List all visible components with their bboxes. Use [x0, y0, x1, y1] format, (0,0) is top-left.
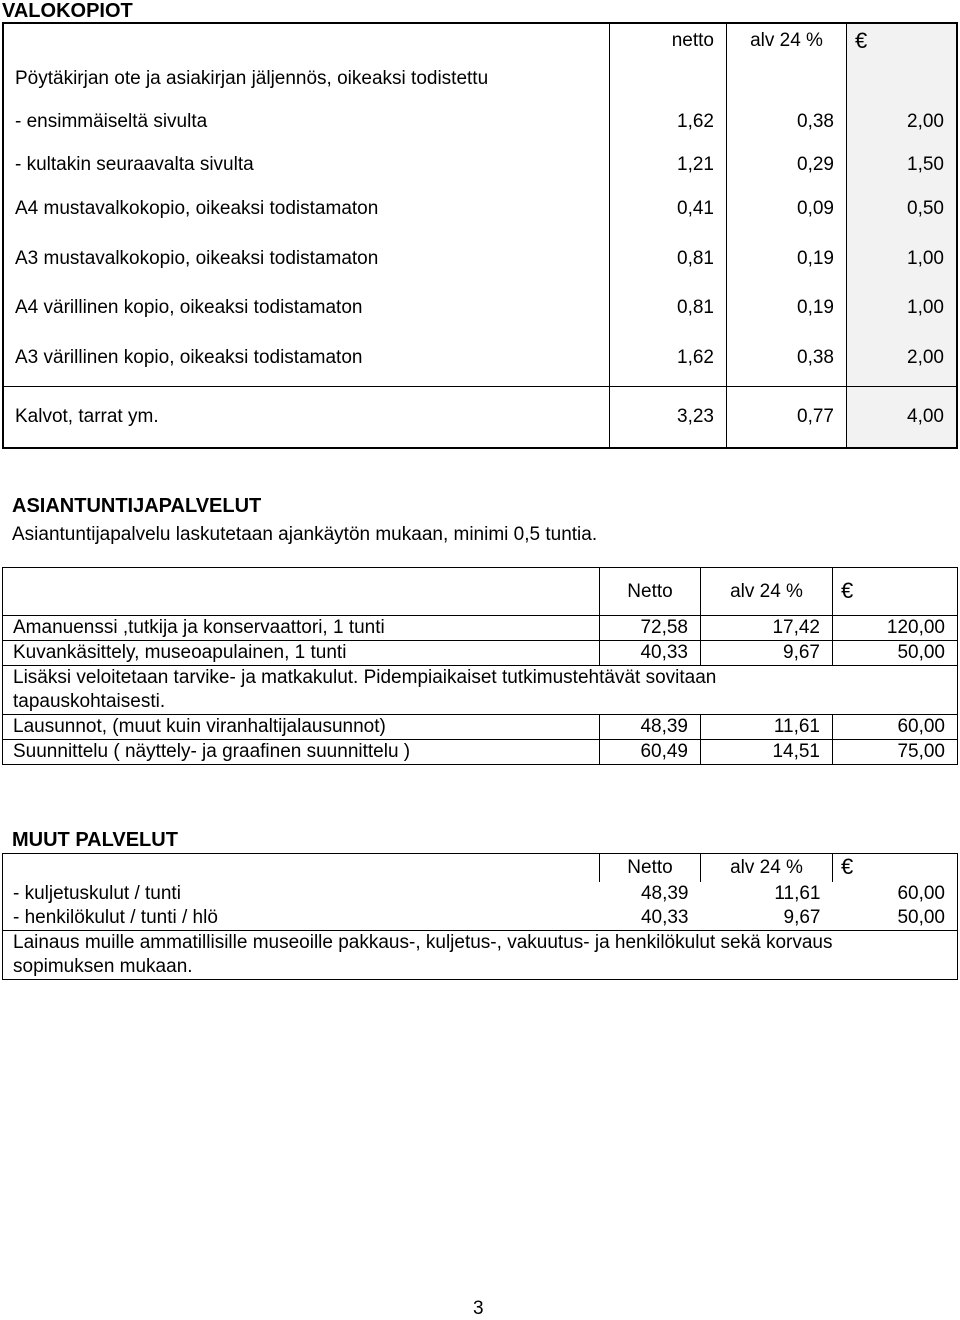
table-row [3, 100, 957, 144]
table-row [3, 715, 958, 740]
row-label: A4 värillinen kopio, oikeaksi todistamaton [3, 286, 610, 330]
section-title-muut-palvelut: MUUT PALVELUT [12, 829, 178, 851]
row-netto: 60,49 [600, 740, 701, 765]
row-label: Suunnittelu ( näyttely- ja graafinen suunnittelu ) [3, 740, 600, 765]
row-total: 60,00 [833, 715, 958, 740]
row-netto: 72,58 [600, 616, 701, 641]
table-row [3, 930, 958, 979]
row-label: Kalvot, tarrat ym. [3, 386, 610, 448]
table-row [3, 232, 957, 286]
row-label: - henkilökulut / tunti / hlö [13, 906, 218, 928]
row-label: - ensimmäiseltä sivulta [3, 100, 610, 144]
row-total: 1,00 [847, 286, 958, 330]
header-alv: alv 24 % [701, 568, 833, 616]
page-number: 3 [473, 1298, 484, 1319]
row-total: 50,00 [833, 641, 958, 666]
row-netto: 3,23 [610, 386, 727, 448]
row-total: 2,00 [847, 100, 958, 144]
note-text: Lainaus muille ammatillisille museoille pakkaus-, kuljetus-, vakuutus- ja henkilökulut sekä korvaus sopimuksen mukaan. [3, 930, 958, 979]
row-total: 1,00 [847, 232, 958, 286]
row-total: 120,00 [833, 616, 958, 641]
row-label: Lausunnot, (muut kuin viranhaltijalausunnot) [3, 715, 600, 740]
row-alv: 9,67 [701, 641, 833, 666]
header-alv: alv 24 % [701, 854, 833, 882]
table-row [3, 144, 957, 186]
row-label: A3 mustavalkokopio, oikeaksi todistamaton [3, 232, 610, 286]
header-netto: netto [610, 23, 727, 58]
row-netto: 0,81 [610, 286, 727, 330]
row-label: A3 värillinen kopio, oikeaksi todistamaton [3, 330, 610, 386]
row-netto: 1,62 [610, 330, 727, 386]
row-label: - kuljetuskulut / tunti [13, 882, 181, 904]
table-row [3, 906, 958, 931]
euro-icon: € [855, 28, 868, 53]
row-netto: 1,21 [610, 144, 727, 186]
row-total: 0,50 [847, 186, 958, 232]
row-total: 50,00 [897, 906, 945, 928]
asiantuntija-table [2, 567, 958, 765]
header-netto: Netto [600, 568, 701, 616]
row-alv: 0,38 [727, 330, 847, 386]
row-label: - kultakin seuraavalta sivulta [3, 144, 610, 186]
row-alv: 0,19 [727, 232, 847, 286]
row-alv: 11,61 [774, 882, 821, 904]
row-alv: 0,77 [727, 386, 847, 448]
section-title-asiantuntijapalvelut: ASIANTUNTIJAPALVELUT [12, 495, 262, 517]
euro-icon: € [841, 577, 854, 603]
table-row [3, 882, 958, 906]
table-row [3, 386, 957, 448]
row-netto: 1,62 [610, 100, 727, 144]
section-subtitle: Asiantuntijapalvelu laskutetaan ajankäytön mukaan, minimi 0,5 tuntia. [12, 524, 598, 545]
section-title-valokopiot: VALOKOPIOT [2, 0, 133, 22]
row-netto: 0,41 [610, 186, 727, 232]
table-row [3, 186, 957, 232]
row-label: Kuvankäsittely, museoapulainen, 1 tunti [3, 641, 600, 666]
row-total: 2,00 [847, 330, 958, 386]
row-label: A4 mustavalkokopio, oikeaksi todistamaton [3, 186, 610, 232]
row-label: Amanuenssi ,tutkija ja konservaattori, 1 tunti [3, 616, 600, 641]
table-row [3, 666, 958, 715]
header-alv: alv 24 % [727, 23, 847, 58]
row-total: 60,00 [897, 882, 945, 904]
note-text: Lisäksi veloitetaan tarvike- ja matkakulut. Pidempiaikaiset tutkimustehtävät sovitaan tapauskohtaisesti. [3, 666, 958, 715]
row-alv: 11,61 [701, 715, 833, 740]
euro-icon: € [841, 853, 854, 879]
muut-table [2, 853, 958, 980]
table-row [3, 286, 957, 330]
row-alv: 0,29 [727, 144, 847, 186]
row-netto: 40,33 [600, 641, 701, 666]
row-total: 75,00 [833, 740, 958, 765]
table-row [3, 740, 958, 765]
row-label: Pöytäkirjan ote ja asiakirjan jäljennös, oikeaksi todistettu [3, 58, 610, 100]
row-alv: 0,38 [727, 100, 847, 144]
row-total: 1,50 [847, 144, 958, 186]
table-row [3, 641, 958, 666]
row-netto: 48,39 [600, 715, 701, 740]
row-total: 4,00 [847, 386, 958, 448]
row-alv: 17,42 [701, 616, 833, 641]
table-header-row [3, 568, 958, 616]
table-row [3, 616, 958, 641]
table-header-row [3, 854, 958, 882]
row-alv: 0,09 [727, 186, 847, 232]
row-alv: 9,67 [783, 906, 821, 928]
row-netto: 48,39 [640, 882, 689, 904]
table-header-row [3, 23, 957, 58]
row-alv: 14,51 [701, 740, 833, 765]
table-row [3, 330, 957, 386]
table-row [3, 58, 957, 100]
row-netto: 0,81 [610, 232, 727, 286]
row-alv: 0,19 [727, 286, 847, 330]
valokopiot-table [2, 22, 958, 449]
header-netto: Netto [600, 854, 701, 882]
row-netto: 40,33 [640, 906, 689, 928]
